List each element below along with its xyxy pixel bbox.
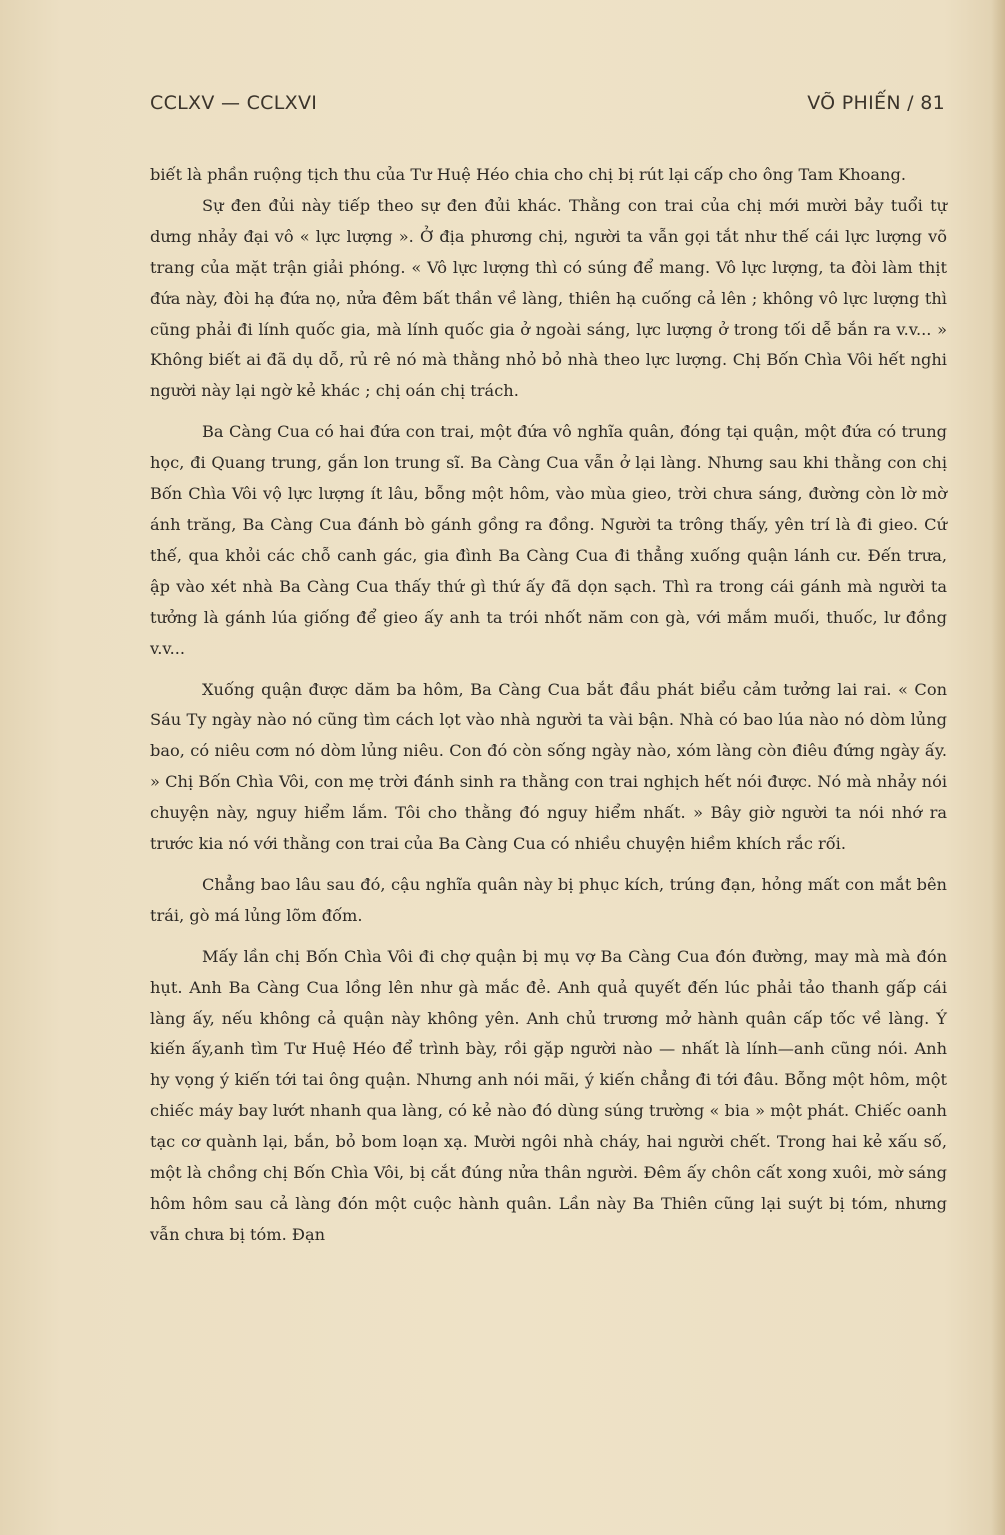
body-text: [150, 160, 947, 1251]
paragraph-5: Chẳng bao lâu sau đó, cậu nghĩa quân này bị phục kích, trúng đạn, hỏng mất con mắt bên trái, gò má lủng lõm đốm.: [150, 874, 947, 925]
paragraph-6: Mấy lần chị Bốn Chìa Vôi đi chợ quận bị mụ vợ Ba Càng Cua đón đường, may mà mà đón hụt. Anh Ba Càng Cua lồng lên như gà mắc đẻ. Anh quả quyết đến lúc phải tảo thanh gấp cái làng ấy, nếu không cả quận này không yên. Anh chủ trương mở hành quân cấp tốc về làng. Ý kiến ấy,anh tìm Tư Huệ Héo để trình bày, rồi gặp người nào — nhất là lính—anh cũng nói. Anh hy vọng ý kiến tới tai ông quận. Nhưng anh nói mãi, ý kiến chẳng đi tới đâu. Bỗng một hôm, một chiếc máy bay lướt nhanh qua làng, có kẻ nào đó dùng súng trường « bia » một phát. Chiếc oanh tạc cơ quành lại, bắn, bỏ bom loạn xạ. Mười ngôi nhà cháy, hai người chết. Trong hai kẻ xấu số, một là chồng chị Bốn Chìa Vôi, bị cắt đúng nửa thân người. Đêm ấy chôn cất xong xuôi, mờ sáng hôm hôm sau cả làng đón một cuộc hành quân. Lần này Ba Thiên cũng lại suýt bị tóm, nhưng vẫn chưa bị tóm. Đạn: [150, 946, 947, 1244]
paragraph-4: Xuống quận được dăm ba hôm, Ba Càng Cua bắt đầu phát biểu cảm tưởng lai rai. « Con Sáu Ty ngày nào nó cũng tìm cách lọt vào nhà người ta vài bận. Nhà có bao lúa nào nó dòm lủng bao, có niêu cơm nó dòm lủng niêu. Con đó còn sống ngày nào, xóm làng còn điêu đứng ngày ấy. » Chị Bốn Chìa Vôi, con mẹ trời đánh sinh ra thằng con trai nghịch hết nói được. Nó mà nhảy nói chuyện này, nguy hiểm lắm. Tôi cho thằng đó nguy hiểm nhất. » Bây giờ người ta nói nhớ ra trước kia nó với thằng con trai của Ba Càng Cua có nhiều chuyện hiềm khích rắc rối.: [150, 679, 947, 854]
paragraph-3: Ba Càng Cua có hai đứa con trai, một đứa vô nghĩa quân, đóng tại quận, một đứa có trung học, đi Quang trung, gắn lon trung sĩ. Ba Càng Cua vẫn ở lại làng. Nhưng sau khi thằng con chị Bốn Chìa Vôi vộ lực lượng ít lâu, bỗng một hôm, vào mùa gieo, trời chưa sáng, đường còn lờ mờ ánh trăng, Ba Càng Cua đánh bò gánh gồng ra đồng. Người ta trông thấy, yên trí là đi gieo. Cứ thế, qua khỏi các chỗ canh gác, gia đình Ba Càng Cua đi thẳng xuống quận lánh cư. Đến trưa, ập vào xét nhà Ba Càng Cua thấy thứ gì thứ ấy đã dọn sạch. Thì ra trong cái gánh mà người ta tưởng là gánh lúa giống để gieo ấy anh ta trói nhốt năm con gà, với mắm muối, thuốc, lư đồng v.v...: [150, 422, 947, 658]
running-header: [150, 92, 945, 122]
paragraph-1: biết là phần ruộng tịch thu của Tư Huệ Héo chia cho chị bị rút lại cấp cho ông Tam Khoang.: [150, 165, 906, 184]
author-page-number: VÕ PHIẾN / 81: [807, 92, 945, 114]
paragraph-2: Sự đen đủi này tiếp theo sự đen đủi khác. Thằng con trai của chị mới mười bảy tuổi tự dưng nhảy đại vô « lực lượng ». Ở địa phương chị, người ta vẫn gọi tắt như thế cái lực lượng võ trang của mặt trận giải phóng. « Vô lực lượng thì có súng để mang. Vô lực lượng, ta đòi làm thịt đứa này, đòi hạ đứa nọ, nửa đêm bất thần về làng, thiên hạ cuống cả lên ; không vô lực lượng thì cũng phải đi lính quốc gia, mà lính quốc gia ở ngoài sáng, lực lượng ở trong tối dễ bắn ra v.v... » Không biết ai đã dụ dỗ, rủ rê nó mà thằng nhỏ bỏ nhà theo lực lượng. Chị Bốn Chìa Vôi hết nghi người này lại ngờ kẻ khác ; chị oán chị trách.: [150, 195, 947, 401]
page-edge-shadow: [991, 0, 1005, 1535]
chapter-range: CCLXV — CCLXVI: [150, 92, 318, 114]
